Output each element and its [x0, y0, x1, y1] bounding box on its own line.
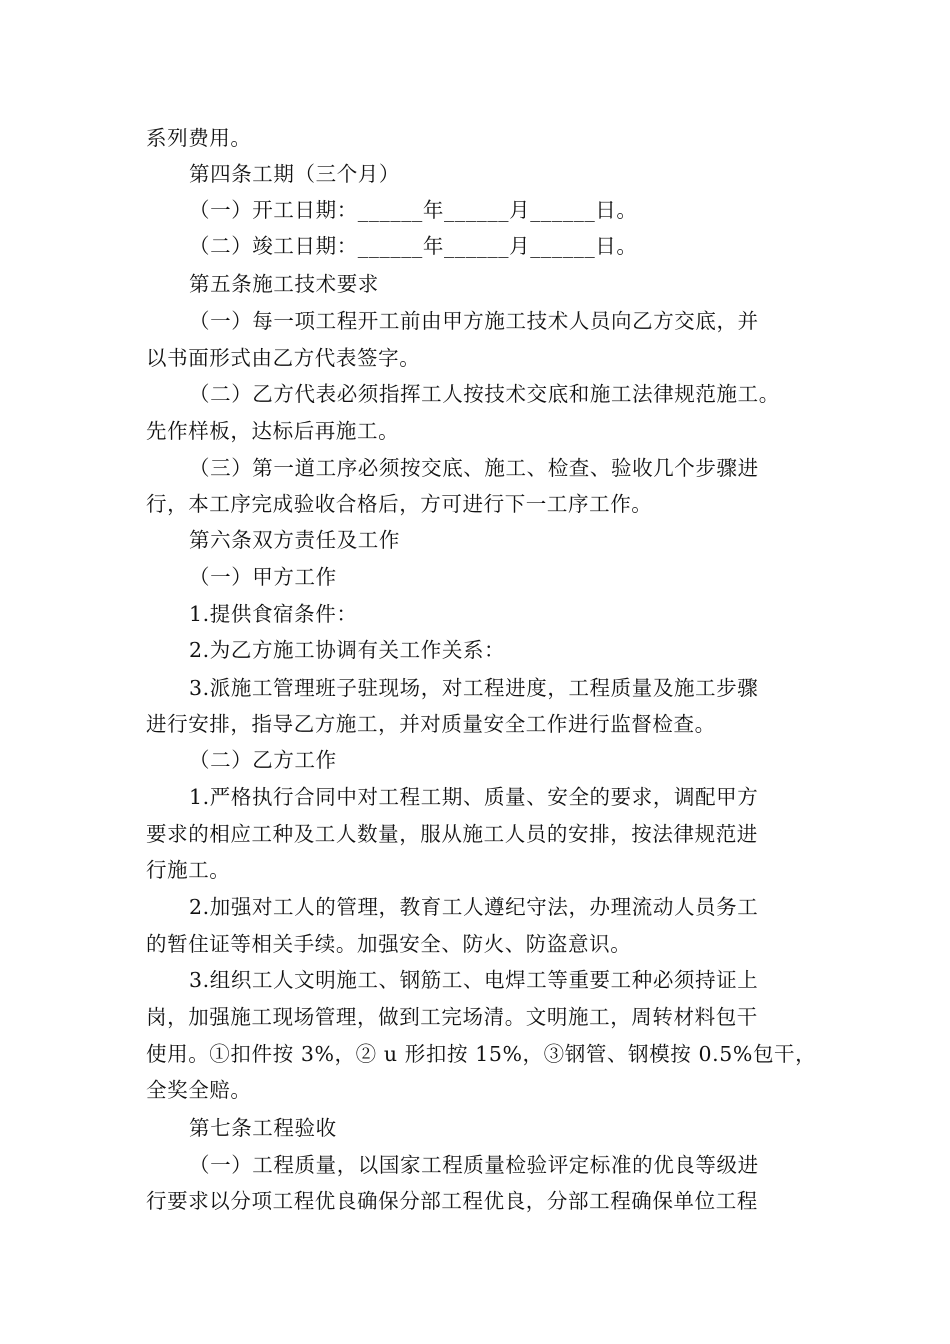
article-heading: 第四条工期（三个月） — [189, 162, 400, 186]
text-line: （一）开工日期：______年______月______日。 — [189, 198, 638, 222]
text-line: 先作样板，达标后再施工。 — [146, 419, 400, 443]
text-line: 行要求以分项工程优良确保分部工程优良，分部工程确保单位工程 — [146, 1189, 758, 1213]
text-line: （一）甲方工作 — [189, 565, 337, 589]
text-line: 全奖全赔。 — [146, 1078, 252, 1102]
article-heading: 第六条双方责任及工作 — [189, 528, 400, 552]
text-line: 1.提供食宿条件： — [189, 602, 358, 626]
text-line: 使用。①扣件按 3%，② u 形扣按 15%，③钢管、钢模按 0.5%包干， — [146, 1042, 817, 1066]
text-line: （一）工程质量，以国家工程质量检验评定标准的优良等级进 — [189, 1153, 759, 1177]
text-line: （二）乙方工作 — [189, 748, 337, 772]
text-line: 3.派施工管理班子驻现场，对工程进度，工程质量及施工步骤 — [189, 676, 759, 700]
text-line: （三）第一道工序必须按交底、施工、检查、验收几个步骤进 — [189, 456, 759, 480]
text-line: 2.为乙方施工协调有关工作关系： — [189, 638, 506, 662]
text-line: （二）乙方代表必须指挥工人按技术交底和施工法律规范施工。 — [189, 382, 780, 406]
text-line: 1.严格执行合同中对工程工期、质量、安全的要求，调配甲方 — [189, 785, 759, 809]
text-line: （一）每一项工程开工前由甲方施工技术人员向乙方交底，并 — [189, 309, 759, 333]
text-line: 的暂住证等相关手续。加强安全、防火、防盗意识。 — [146, 932, 632, 956]
article-heading: 第七条工程验收 — [189, 1116, 337, 1140]
text-line: 系列费用。 — [146, 126, 252, 150]
text-line: 进行安排，指导乙方施工，并对质量安全工作进行监督检查。 — [146, 712, 716, 736]
text-line: 以书面形式由乙方代表签字。 — [146, 346, 421, 370]
text-line: 岗，加强施工现场管理，做到工完场清。文明施工，周转材料包干 — [146, 1005, 758, 1029]
text-line: 行，本工序完成验收合格后，方可进行下一工序工作。 — [146, 492, 653, 516]
text-line: 2.加强对工人的管理，教育工人遵纪守法，办理流动人员务工 — [189, 895, 759, 919]
text-line: 行施工。 — [146, 858, 231, 882]
text-line: 要求的相应工种及工人数量，服从施工人员的安排，按法律规范进 — [146, 822, 758, 846]
article-heading: 第五条施工技术要求 — [189, 272, 379, 296]
text-line: （二）竣工日期：______年______月______日。 — [189, 234, 638, 258]
text-line: 3.组织工人文明施工、钢筋工、电焊工等重要工种必须持证上 — [189, 968, 759, 992]
